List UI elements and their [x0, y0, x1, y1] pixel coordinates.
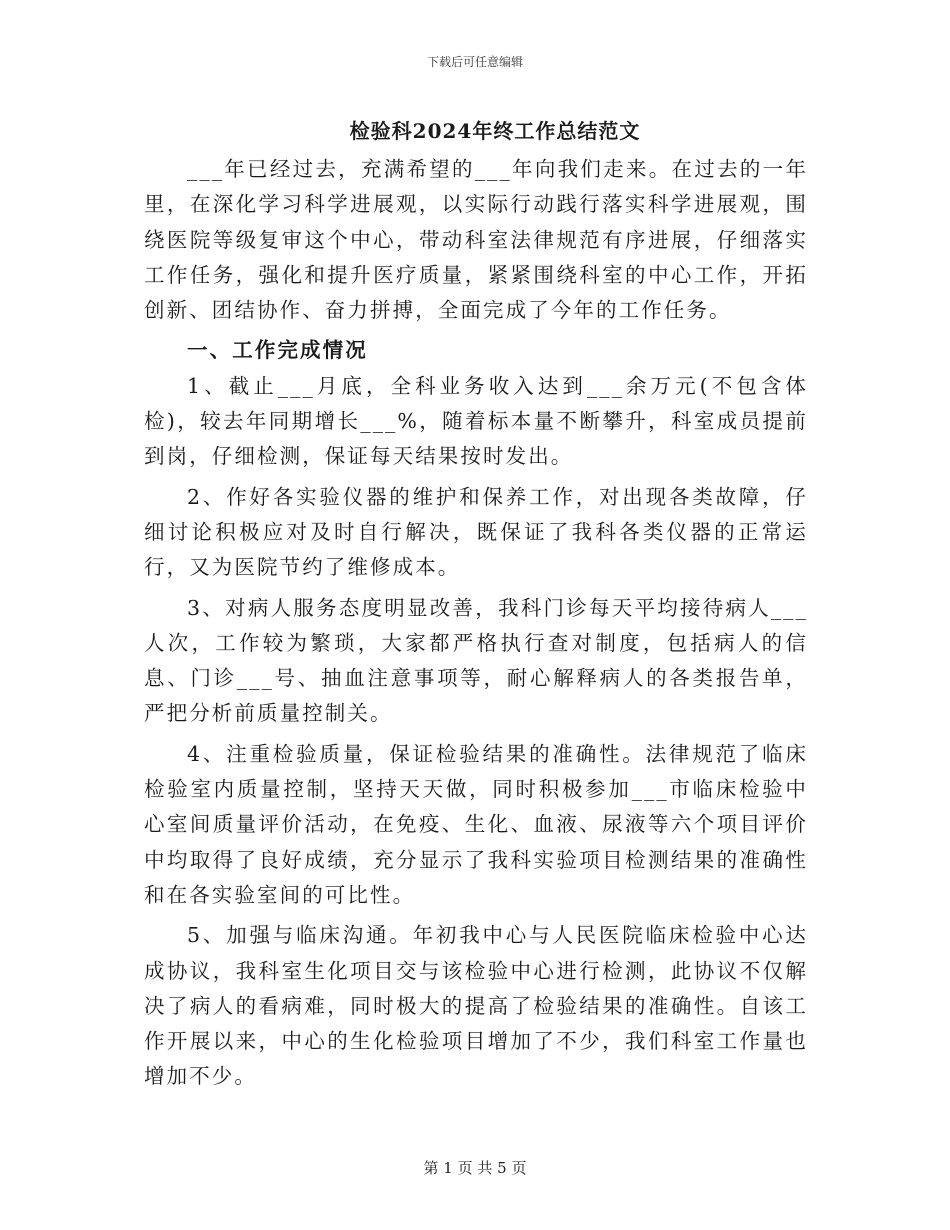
- document-body: [144, 152, 808, 1095]
- list-item: 3、对病人服务态度明显改善，我科门诊每天平均接待病人___人次，工作较为繁琐，大家都严格执行查对制度，包括病人的信息、门诊___号、抽血注意事项等，耐心解释病人的各类报告单，严把分析前质量控制关。: [144, 595, 808, 726]
- list-item: 2、作好各实验仪器的维护和保养工作，对出现各类故障，仔细讨论积极应对及时自行解决，既保证了我科各类仪器的正常运行，又为医院节约了维修成本。: [144, 484, 808, 580]
- page-number: 第 1 页 共 5 页: [423, 1159, 527, 1177]
- section-heading: 一、工作完成情况: [187, 338, 368, 363]
- list-item: 4、注重检验质量，保证检验结果的准确性。法律规范了临床检验室内质量控制，坚持天天做，同时积极参加___市临床检验中心室间质量评价活动，在免疫、生化、血液、尿液等六个项目评价中均取得了良好成绩，充分显示了我科实验项目检测结果的准确性和在各实验室间的可比性。: [144, 741, 808, 907]
- intro-paragraph: ___年已经过去，充满希望的___年向我们走来。在过去的一年里，在深化学习科学进展观，以实际行动践行落实科学进展观，围绕医院等级复审这个中心，带动科室法律规范有序进展，仔细落实工作任务，强化和提升医疗质量，紧紧围绕科室的中心工作，开拓创新、团结协作、奋力拼搏，全面完成了今年的工作任务。: [144, 157, 808, 323]
- list-item: 5、加强与临床沟通。年初我中心与人民医院临床检验中心达成协议，我科室生化项目交与该检验中心进行检测，此协议不仅解决了病人的看病难，同时极大的提高了检验结果的准确性。自该工作开展以来，中心的生化检验项目增加了不少，我们科室工作量也增加不少。: [144, 923, 808, 1089]
- page-header-note: 下载后可任意编辑: [426, 55, 523, 69]
- document-title: 检验科2024年终工作总结范文: [349, 119, 641, 143]
- list-item: 1、截止___月底，全科业务收入达到___余万元(不包含体检)，较去年同期增长___%，随着标本量不断攀升，科室成员提前到岗，仔细检测，保证每天结果按时发出。: [144, 373, 808, 469]
